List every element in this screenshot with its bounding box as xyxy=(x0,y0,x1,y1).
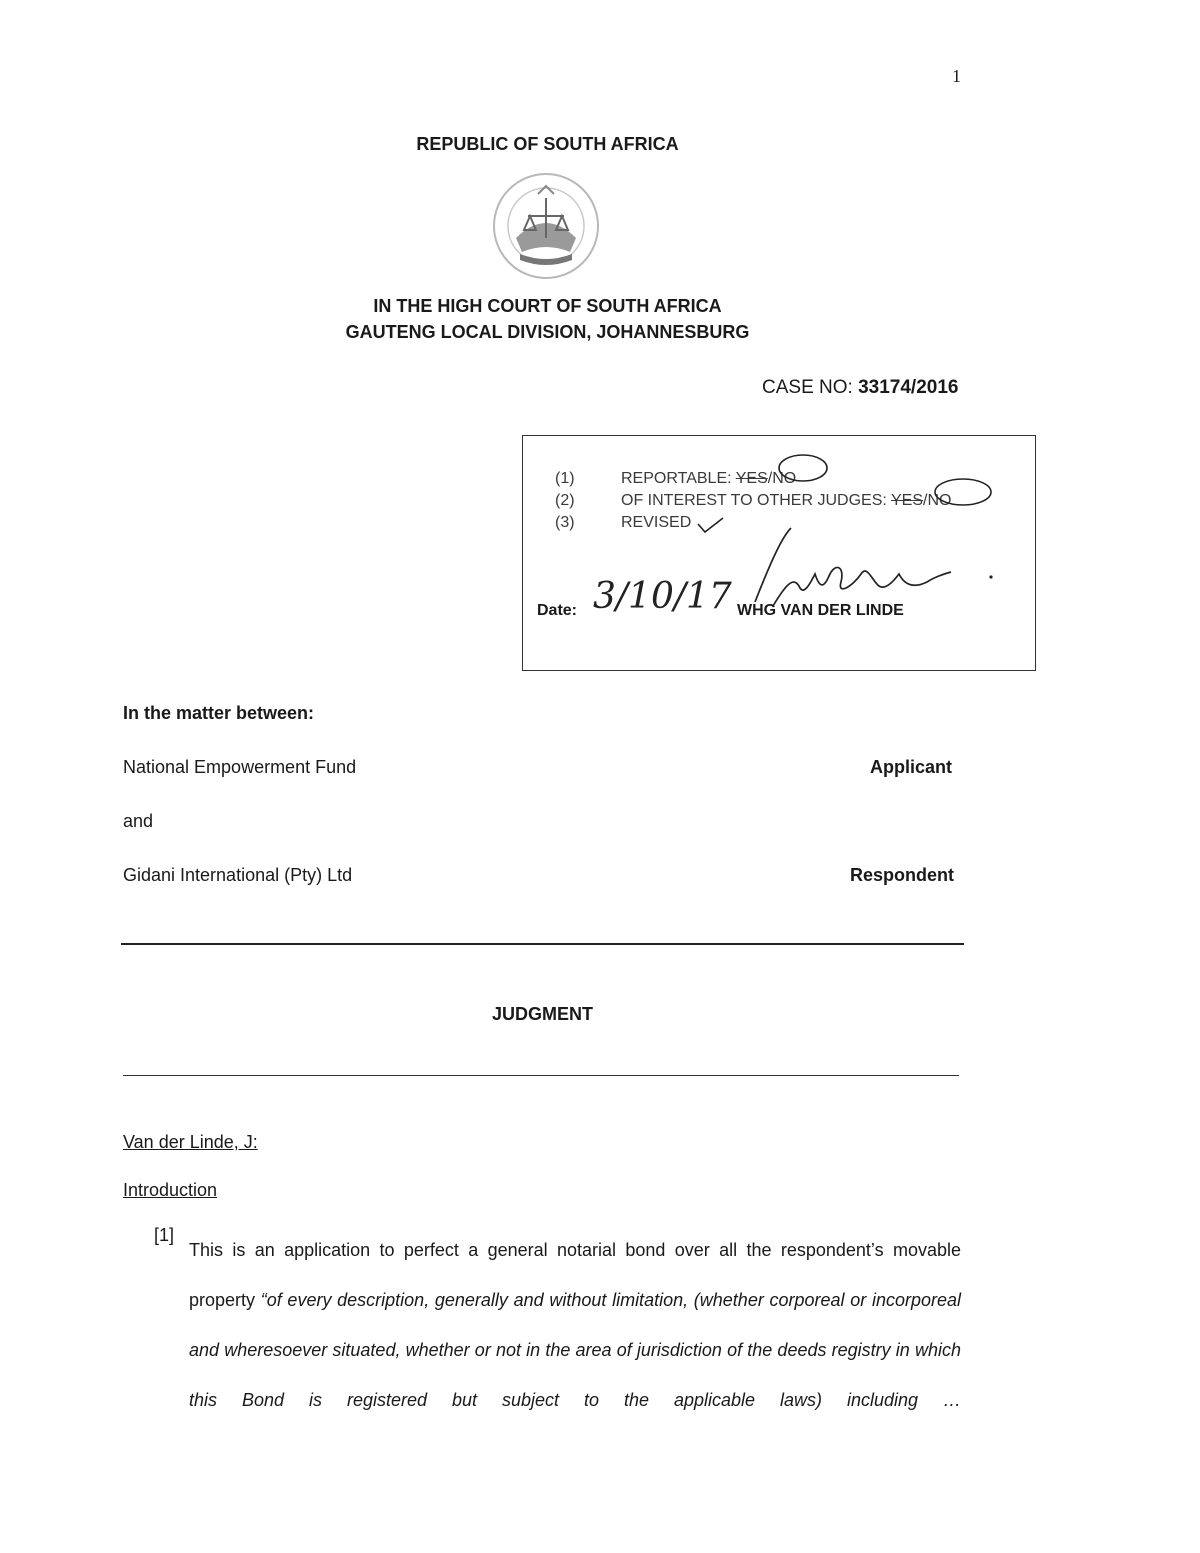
revised-item: (3) REVISED xyxy=(555,514,692,531)
respondent-name: Gidani International (Pty) Ltd xyxy=(123,865,353,885)
paragraph-number: [1] xyxy=(154,1225,175,1245)
paragraph-lead: This is an application to perfect a general notarial bond over all the respondent’s movable property xyxy=(189,1240,961,1310)
matter-heading: In the matter between: xyxy=(123,703,315,723)
paragraph-body xyxy=(189,1225,961,1425)
paragraph-quote: “of every description, generally and without limitation, (whether corporeal or incorporeal and wheresoever situated, whether or not in the area of jurisdiction of the deeds registry in which this Bond is registered but subject to the applicable laws) including … xyxy=(189,1290,961,1410)
court-division: GAUTENG LOCAL DIVISION, JOHANNESBURG xyxy=(345,322,750,342)
case-number-value: 33174/2016 xyxy=(858,377,959,398)
interest-item: (2) OF INTEREST TO OTHER JUDGES: YES/NO xyxy=(555,492,952,509)
judge-name-box: WHG VAN DER LINDE xyxy=(737,602,904,619)
case-number-label: CASE NO: xyxy=(762,377,853,398)
reportable-box xyxy=(522,435,1036,671)
author-line: Van der Linde, J: xyxy=(123,1132,258,1152)
judiciary-crest-icon xyxy=(480,168,612,286)
handwritten-date: 3/10/17 xyxy=(593,576,732,617)
republic-heading: REPUBLIC OF SOUTH AFRICA xyxy=(416,134,679,154)
judgment-title: JUDGMENT xyxy=(491,1004,593,1024)
conjunction: and xyxy=(123,811,154,831)
date-label: Date: xyxy=(537,602,578,619)
applicant-name: National Empowerment Fund xyxy=(123,757,357,777)
applicant-role: Applicant xyxy=(870,757,953,777)
court-name: IN THE HIGH COURT OF SOUTH AFRICA xyxy=(373,296,722,316)
divider-bottom xyxy=(123,1075,959,1076)
reportable-item: (1) REPORTABLE: YES/NO xyxy=(555,470,797,487)
respondent-role: Respondent xyxy=(850,865,955,885)
page-number: 1 xyxy=(952,66,961,86)
case-number xyxy=(762,377,958,399)
divider-top xyxy=(121,943,964,945)
section-heading: Introduction xyxy=(123,1180,218,1200)
